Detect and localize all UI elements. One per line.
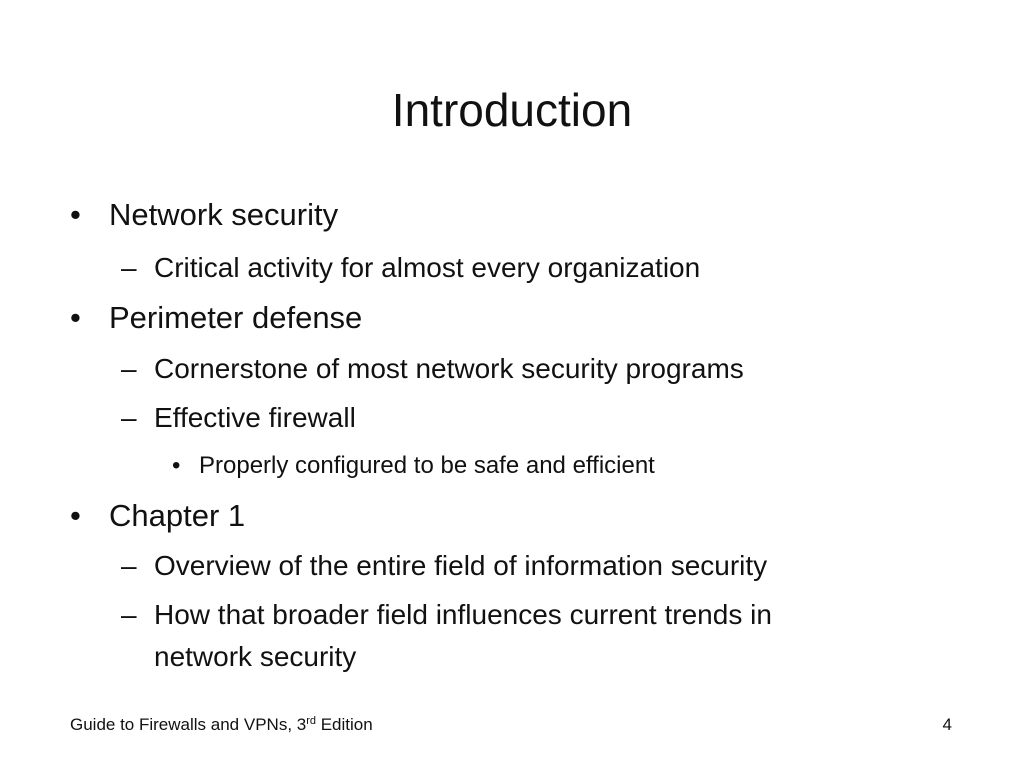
- sub-bullet-text: Critical activity for almost every organization: [154, 252, 701, 283]
- footer-title-text: Guide to Firewalls and VPNs, 3: [70, 715, 307, 734]
- slide-title: Introduction: [391, 84, 633, 136]
- sub-bullet-text: Overview of the entire field of information security: [154, 550, 768, 581]
- sub-bullet-text: Effective firewall: [154, 402, 356, 433]
- sub-bullet-continuation: [0, 640, 1024, 676]
- sub-bullet-item: [0, 549, 1024, 585]
- sub-bullet-text: How that broader field influences current trends in: [154, 599, 772, 630]
- sub-sub-bullet-text: Properly configured to be safe and efficient: [199, 452, 655, 479]
- sub-bullet-item: [0, 251, 1024, 287]
- bullet-marker: •: [70, 498, 81, 533]
- page-number: 4: [942, 715, 952, 734]
- dash-marker: –: [121, 252, 137, 283]
- bullet-marker: •: [70, 197, 81, 232]
- sub-bullet-text: Cornerstone of most network security programs: [154, 353, 744, 384]
- bullet-text: Chapter 1: [109, 498, 246, 533]
- sub-bullet-item: [0, 598, 1024, 634]
- dash-marker: –: [121, 402, 137, 433]
- sub-sub-bullet-item: [0, 451, 1024, 483]
- sub-bullet-text: network security: [154, 641, 357, 672]
- dash-marker: –: [121, 550, 137, 581]
- bullet-marker: •: [70, 300, 81, 335]
- bullet-text: Network security: [109, 197, 339, 232]
- footer-book-title: [70, 714, 373, 736]
- footer-edition-suffix: Edition: [316, 715, 373, 734]
- bullet-item: [0, 197, 1024, 237]
- sub-bullet-item: [0, 401, 1024, 437]
- footer-edition-superscript: rd: [306, 715, 316, 727]
- bullet-text: Perimeter defense: [109, 300, 363, 335]
- dash-marker: –: [121, 599, 137, 630]
- bullet-item: [0, 300, 1024, 340]
- bullet-item: [0, 498, 1024, 538]
- bullet-marker: •: [172, 452, 181, 479]
- dash-marker: –: [121, 353, 137, 384]
- sub-bullet-item: [0, 352, 1024, 388]
